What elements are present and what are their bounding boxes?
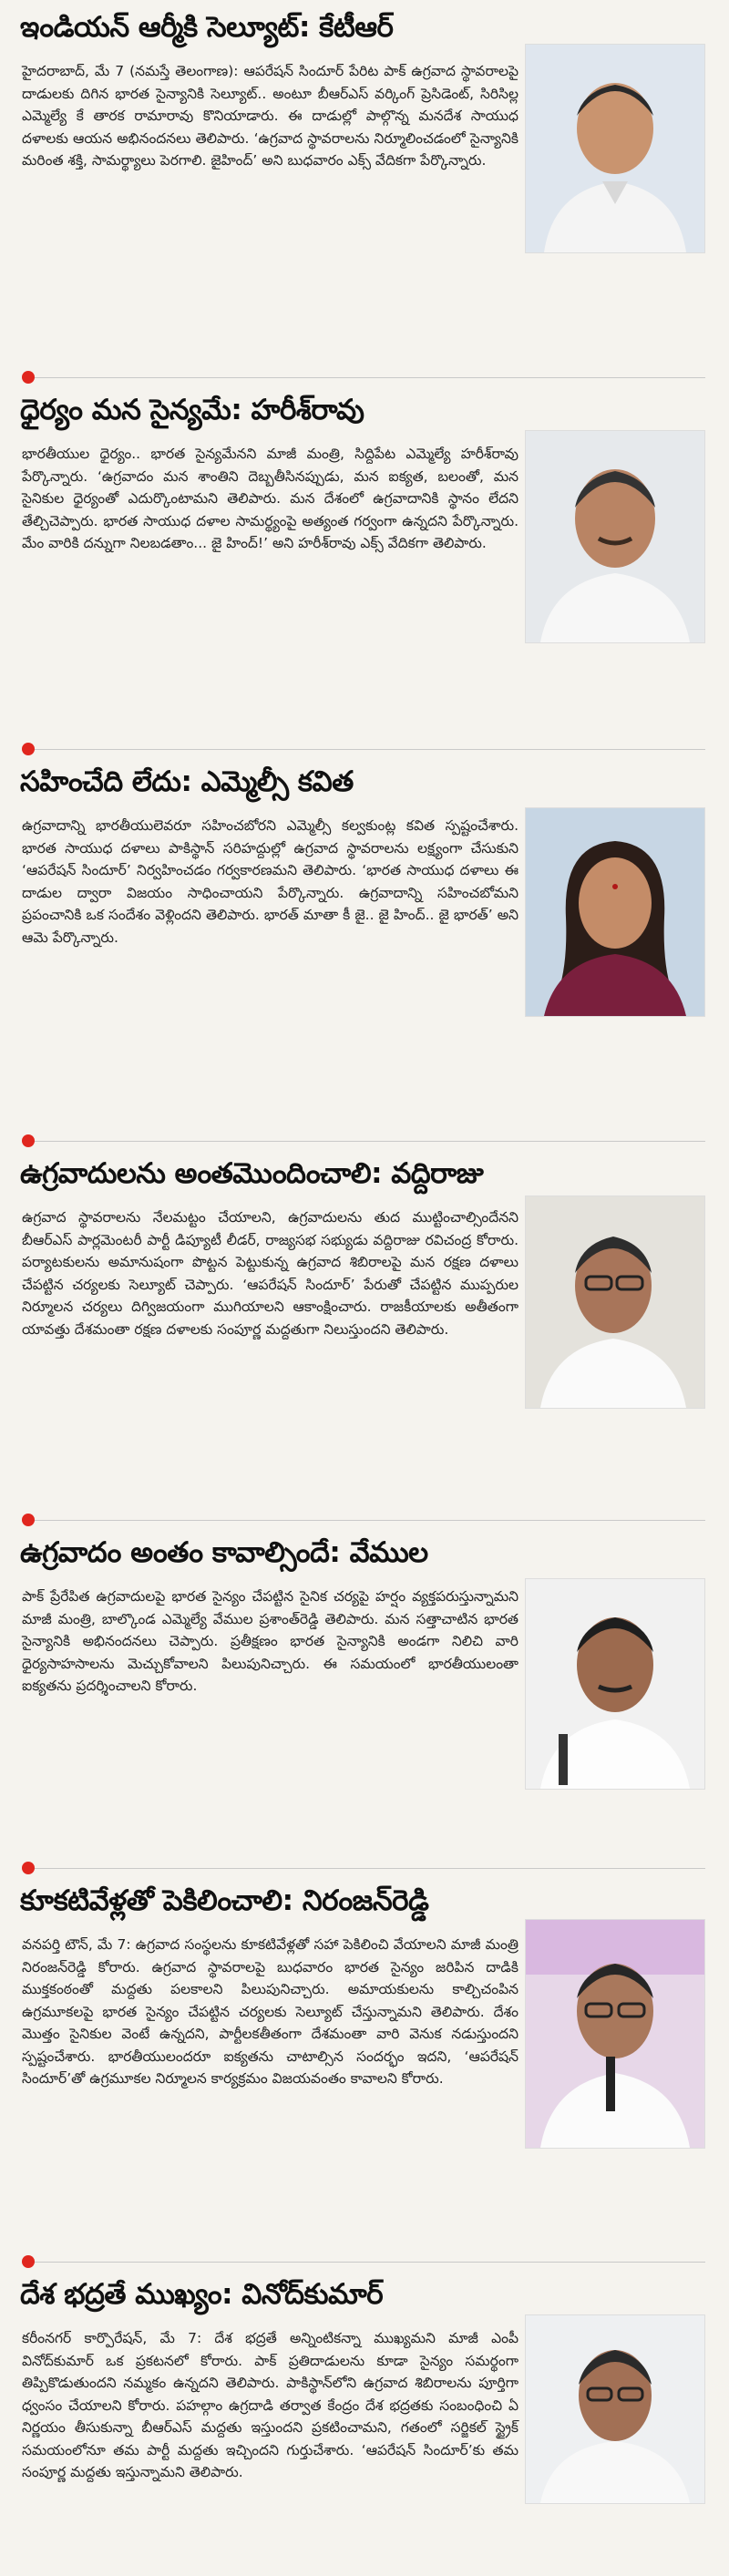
person-photo-icon: [526, 1196, 704, 1408]
headline: ఇండియన్ ఆర్మీకి సెల్యూట్: కేటీఆర్: [20, 11, 394, 44]
person-photo-icon: [526, 45, 704, 252]
article-vaddiraju: [0, 1146, 729, 1516]
portrait-photo: [525, 430, 705, 643]
article-body: ఉగ్రవాదాన్ని భారతీయులెవరూ సహించబోరని ఎమ్మెల్సీ కల్వకుంట్ల కవిత స్పష్టంచేశారు. భారత సాయుధ దళాలు పాకిస్థాన్ సరిహద్దుల్లో ఉగ్రవాద స్థావరాలను లక్ష్యంగా చేసుకుని ‘ఆపరేషన్ సిందూర్’ నిర్వహించడం గర్వకారణమని తెలిపారు. ‘భారత సాయుధ దళాలు ఈ దాడుల ద్వారా విజయం సాధించాయని పేర్కొన్నారు. ఉగ్రవాదాన్ని సహించబోమని ప్రపంచానికి ఒక సందేశం వెళ్లిందని తెలిపారు. భారత్ మాతా కీ జై.. జై హింద్.. జై భారత్’ అని ఆమె పేర్కొన్నారు.: [22, 817, 519, 946]
section-bullet: [22, 743, 35, 755]
headline: ఉగ్రవాదులను అంతమొందించాలి: వద్దిరాజు: [20, 1157, 484, 1190]
article-body: వనపర్తి టౌన్, మే 7: ఉగ్రవాద సంస్థలను కూకటివేళ్లతో సహా పెకిలించి వేయాలని మాజీ మంత్రి నిరంజన్‌రెడ్డి కోరారు. ఉగ్రవాద స్థావరాలపై బుధవారం భారత సైన్యం జరిపిన దాడికి ముక్తకంఠంతో మద్దతు పలకాలని పిలుపునిచ్చారు. అమాయకులను కాల్చిచంపిన ఉగ్రమూకలపై భారత సైన్యం చేపట్టిన చర్యలకు సెల్యూట్ చేస్తున్నామని తెలిపారు. దేశం మొత్తం సైనికుల వెంటే ఉన్నదని, పార్టీలకతీతంగా దేశమంతా వారి వెనుక నడుస్తుందని స్పష్టంచేశారు. భారతీయులందరూ ఐక్యతను చాటాల్సిన సందర్భం ఇదని, ‘ఆపరేషన్ సిందూర్’తో ఉగ్రమూకల నిర్మూలన కార్యక్రమం విజయవంతం కావాలని కోరారు.: [22, 1936, 519, 2087]
section-divider: [26, 1520, 705, 1521]
portrait-photo: [525, 2314, 705, 2504]
portrait-photo: [525, 1578, 705, 1790]
portrait-photo: [525, 1196, 705, 1409]
headline: దేశ భద్రతే ముఖ్యం: వినోద్‌కుమార్: [20, 2278, 384, 2311]
headline: ధైర్యం మన సైన్యమే: హరీశ్‌రావు: [20, 394, 364, 426]
person-photo-icon: [526, 1920, 704, 2148]
section-bullet: [22, 1862, 35, 1874]
headline: సహించేది లేదు: ఎమ్మెల్సీ కవిత: [20, 765, 354, 798]
article-body: కరీంనగర్ కార్పొరేషన్, మే 7: దేశ భద్రతే అన్నింటికన్నా ముఖ్యమని మాజీ ఎంపీ వినోద్‌కుమార్ ఒక ప్రకటనలో కోరారు. పాక్ ప్రతిదాడులను కూడా సైన్యం సమర్థంగా తిప్పికొడుతుందని నమ్మకం ఉన్నదని తెలిపారు. పాకిస్థాన్‌లోని ఉగ్రవాద శిబిరాలను పూర్తిగా ధ్వంసం చేయాలని కోరారు. పహల్గాం ఉగ్రదాడి తర్వాత కేంద్రం దేశ భద్రతకు సంబంధించి ఏ నిర్ణయం తీసుకున్నా బీఆర్ఎస్ మద్దతు ఇస్తుందని ప్రకటించామని, గతంలో సర్జికల్ స్ట్రైక్ సమయంలోనూ తమ పార్టీ మద్దతు ఇచ్చిందని గుర్తుచేశారు. ‘ఆపరేషన్ సిందూర్’కు తమ సంపూర్ణ మద్దతు ఇస్తున్నామని తెలిపారు.: [22, 2330, 519, 2480]
person-photo-icon: [526, 808, 704, 1016]
article-kavitha: [0, 754, 729, 1137]
section-bullet: [22, 2255, 35, 2268]
article-body: హైదరాబాద్, మే 7 (నమస్తే తెలంగాణ): ఆపరేషన్ సిందూర్ పేరిట పాక్ ఉగ్రవాద స్థావరాలపై దాడులకు దిగిన భారత సైన్యానికి సెల్యూట్.. అంటూ బీఆర్ఎస్ వర్కింగ్ ప్రెసిడెంట్, సిరిసిల్ల ఎమ్మెల్యే కే తారక రామారావు కొనియాడారు. ఈ దాడుల్లో పాల్గొన్న మనదేశ సాయుధ దళాలకు ఆయన అభినందనలు తెలిపారు. ‘ఉగ్రవాద స్థావరాలను నిర్మూలించడంలో సైన్యానికి మరింత శక్తి, సామర్థ్యాలు పెరగాలి. జైహింద్’ అని బుధవారం ఎక్స్ వేదికగా పేర్కొన్నారు.: [22, 63, 519, 169]
portrait-photo: [525, 1919, 705, 2149]
article-body: పాక్ ప్రేరేపిత ఉగ్రవాదులపై భారత సైన్యం చేపట్టిన సైనిక చర్యపై హర్షం వ్యక్తపరుస్తున్నామని మాజీ మంత్రి, బాల్కొండ ఎమ్మెల్యే వేముల ప్రశాంత్‌రెడ్డి తెలిపారు. మన సత్తాచాటిన భారత సైన్యానికి అభినందనలు చెప్పారు. ప్రతీక్షణం భారత సైన్యానికి అండగా నిలిచి వారి ధైర్యసాహసాలను మెచ్చుకోవాలని పిలుపునిచ్చారు. ఈ సమయంలో భారతీయులంతా ఐక్యతను ప్రదర్శించాలని కోరారు.: [22, 1588, 519, 1694]
article-ktr: [0, 0, 729, 374]
section-divider: [26, 377, 705, 378]
article-harish-rao: [0, 383, 729, 745]
article-vemula: [0, 1525, 729, 1864]
article-body: భారతీయుల ధైర్యం.. భారత సైన్యమేనని మాజీ మంత్రి, సిద్దిపేట ఎమ్మెల్యే హరీశ్‌రావు పేర్కొన్నారు. ‘ఉగ్రవాదం మన శాంతిని దెబ్బతీసినప్పుడు, మన ఐక్యత, బలంతో, మన సైనికుల ధైర్యంతో ఎదుర్కొంటామని తెలిపారు. మన దేశంలో ఉగ్రవాదానికి స్థానం లేదని తేల్చిచెప్పారు. భారత సాయుధ దళాల సామర్థ్యంపై అత్యంత గర్వంగా ఉన్నదని పేర్కొన్నారు. మేం వారికి దన్నుగా నిలబడతాం... జై హింద్!’ అని హరీశ్‌రావు ఎక్స్ వేదికగా తెలిపారు.: [22, 446, 519, 551]
section-bullet: [22, 1134, 35, 1147]
person-photo-icon: [526, 2315, 704, 2503]
portrait-photo: [525, 807, 705, 1017]
portrait-photo: [525, 44, 705, 253]
headline: కూకటివేళ్లతో పెకిలించాలి: నిరంజన్‌రెడ్డి: [20, 1884, 429, 1917]
headline: ఉగ్రవాదం అంతం కావాల్సిందే: వేముల: [20, 1536, 428, 1569]
article-vinod-kumar: [0, 2267, 729, 2576]
article-body: ఉగ్రవాద స్థావరాలను నేలమట్టం చేయాలని, ఉగ్రవాదులను తుద ముట్టించాల్సిందేనని బీఆర్ఎస్ పార్లమెంటరీ పార్టీ డిప్యూటీ లీడర్, రాజ్యసభ సభ్యుడు వద్దిరాజు రవిచంద్ర కోరారు. పర్యాటకులను అమానుషంగా పొట్టన పెట్టుకున్న ఉగ్రవాద శిబిరాలపై మన రక్షణ దళాలు చేపట్టిన చర్యలకు సెల్యూట్ చెప్పారు. ‘ఆపరేషన్ సిందూర్’ పేరుతో చేపట్టిన ముప్పరుల నిర్మూలన చర్యలు దిగ్విజయంగా ముగియాలని ఆకాంక్షించారు. రాజకీయాలకు అతీతంగా యావత్తు దేశమంతా రక్షణ దళాలకు సంపూర్ణ మద్దతుగా నిలుస్తుందని తెలిపారు.: [22, 1209, 519, 1338]
section-bullet: [22, 371, 35, 384]
section-divider: [26, 1141, 705, 1142]
section-divider: [26, 1868, 705, 1869]
person-photo-icon: [526, 431, 704, 642]
section-divider: [26, 749, 705, 750]
article-niranjan-reddy: [0, 1873, 729, 2258]
section-divider: [26, 2262, 705, 2263]
person-photo-icon: [526, 1579, 704, 1789]
section-bullet: [22, 1514, 35, 1526]
